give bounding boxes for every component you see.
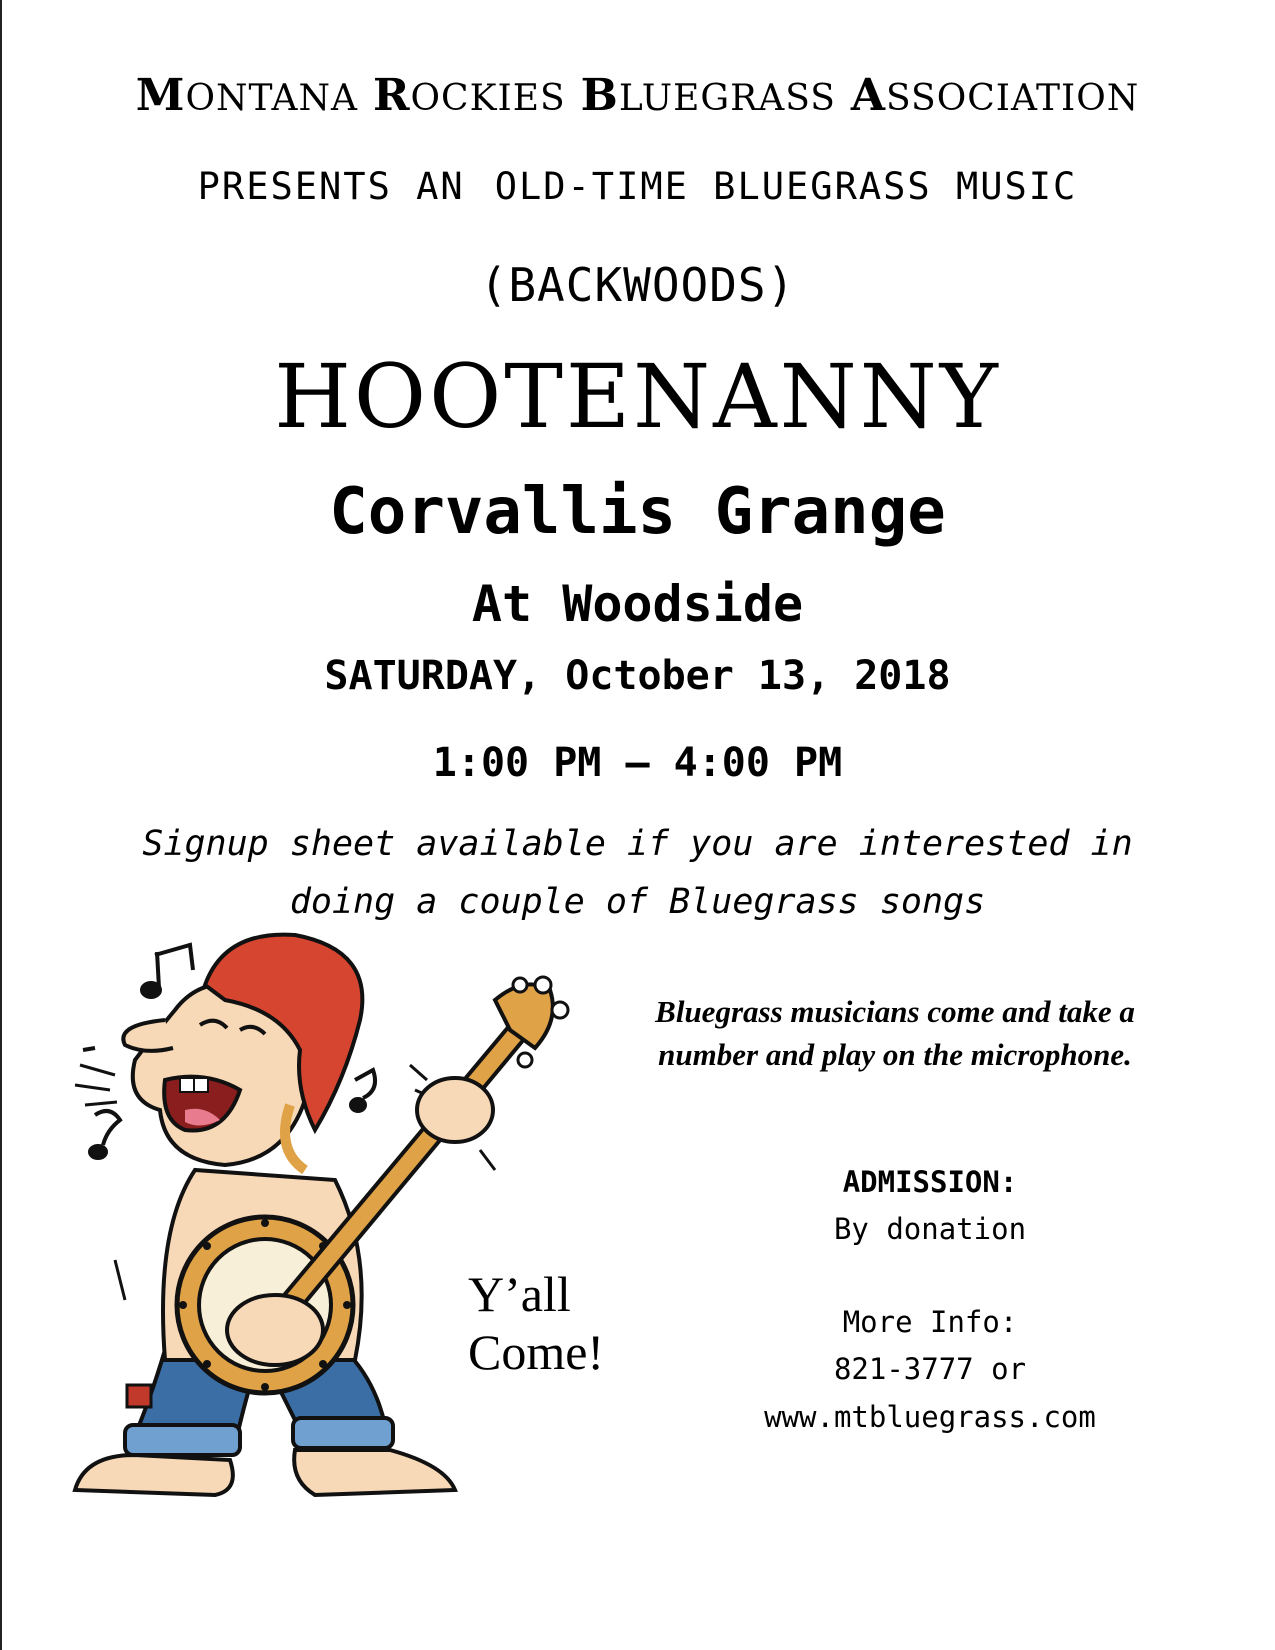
org-word-initial: A xyxy=(850,70,886,121)
org-word-initial: M xyxy=(135,70,186,121)
more-info-label: More Info: xyxy=(842,1305,1018,1339)
org-word-rest: ONTANA xyxy=(185,78,359,119)
admission-label: ADMISSION: xyxy=(842,1165,1018,1199)
end-time: 4:00 PM xyxy=(673,740,843,786)
admission-value: By donation xyxy=(833,1212,1027,1246)
presents-line xyxy=(0,165,1275,208)
phone-number: 821-3777 or xyxy=(833,1352,1027,1386)
time-separator: – xyxy=(625,740,650,786)
yall-line: Y’all xyxy=(468,1266,571,1322)
signup-line: doing a couple of Bluegrass songs xyxy=(289,882,986,922)
org-word-rest: LUEGRASS xyxy=(618,78,836,119)
start-time: 1:00 PM xyxy=(432,740,602,786)
event-genre-text: OLD-TIME BLUEGRASS MUSIC xyxy=(494,165,1078,208)
event-title: HOOTENANNY xyxy=(274,345,1001,448)
organization-name xyxy=(0,70,1275,121)
presents-text: PRESENTS AN xyxy=(197,165,465,208)
venue-name: Corvallis Grange xyxy=(329,475,946,549)
signup-note xyxy=(0,815,1275,931)
event-time xyxy=(0,740,1275,786)
come-line: Come! xyxy=(468,1324,605,1380)
banjo-player-cartoon-icon xyxy=(55,930,615,1520)
org-word-initial: R xyxy=(372,70,411,121)
website-text: www.mtbluegrass.com xyxy=(764,1400,1096,1434)
event-date: SATURDAY, October 13, 2018 xyxy=(324,653,951,699)
musicians-note xyxy=(615,990,1175,1076)
musicians-line: Bluegrass musicians come and take a xyxy=(655,994,1135,1029)
backwoods-subtitle: (BACKWOODS) xyxy=(479,258,796,312)
signup-line: Signup sheet available if you are interested in xyxy=(142,824,1133,864)
venue-location: At Woodside xyxy=(471,575,804,633)
org-word-rest: SSOCIATION xyxy=(886,78,1140,119)
org-word-initial: B xyxy=(580,70,619,121)
org-word-rest: OCKIES xyxy=(410,78,566,119)
yall-come-text xyxy=(468,1265,604,1381)
musicians-line: number and play on the microphone. xyxy=(658,1037,1132,1072)
